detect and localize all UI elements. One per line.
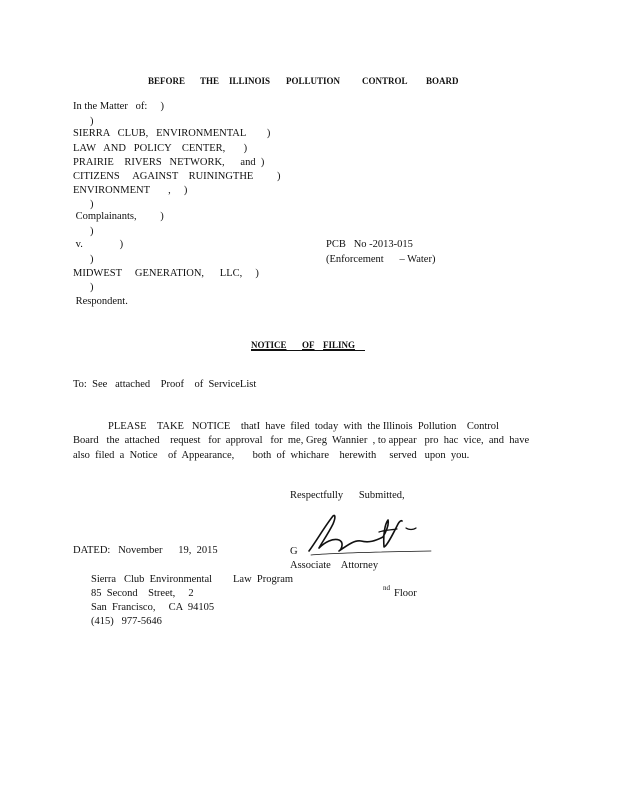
signature-image xyxy=(303,510,438,560)
respectfully-submitted: Respectfully Submitted, xyxy=(290,490,405,501)
caption-line-matter: In the Matter of: ) xyxy=(73,101,164,112)
caption-line-paren: ) xyxy=(90,226,94,237)
address-organization: Sierra Club Environmental Law Program xyxy=(91,574,294,585)
caption-line-paren: ) xyxy=(90,116,94,127)
title-control: CONTROL xyxy=(362,76,408,86)
caption-line-midwest: MIDWEST GENERATION, LLC, ) xyxy=(73,268,259,279)
body-line-3: also filed a Notice of Appearance, both of whichare herewith served upon you. xyxy=(73,450,470,461)
body-line-1: PLEASE TAKE NOTICE thatI have filed today with the Illinois Pollution Control xyxy=(108,421,499,432)
caption-line-citizens: CITIZENS AGAINST RUININGTHE ) xyxy=(73,171,281,182)
caption-line-paren: ) xyxy=(90,199,94,210)
caption-line-versus: v. ) xyxy=(73,239,124,250)
floor-ordinal-suffix: nd xyxy=(383,584,390,592)
address-street: 85 Second Street, 2 xyxy=(91,588,194,599)
title-before: BEFORE xyxy=(148,76,186,86)
notice-title-underline xyxy=(251,350,365,351)
address-phone: (415) 977-5646 xyxy=(91,616,162,627)
caption-line-prairie: PRAIRIE RIVERS NETWORK, and ) xyxy=(73,157,265,168)
notice-title-filing: FILING xyxy=(323,340,356,350)
title-the: THE xyxy=(200,76,220,86)
title-pollution: POLLUTION xyxy=(286,76,341,86)
caption-line-respondent: Respondent. xyxy=(73,296,128,307)
notice-title-of: OF xyxy=(302,340,315,350)
case-number: PCB No -2013-015 xyxy=(326,239,413,250)
to-line: To: See attached Proof of ServiceList xyxy=(73,379,257,390)
notice-title-notice: NOTICE xyxy=(251,340,287,350)
title-board: BOARD xyxy=(426,76,459,86)
floor-label: Floor xyxy=(394,588,417,599)
caption-line-law: LAW AND POLICY CENTER, ) xyxy=(73,143,248,154)
title-illinois: ILLINOIS xyxy=(229,76,271,86)
body-line-2: Board the attached request for approval for me, Greg Wannier , to appear pro hac vice, and have xyxy=(73,435,530,446)
caption-line-paren: ) xyxy=(90,254,94,265)
signer-title: Associate Attorney xyxy=(290,560,379,571)
caption-line-sierra: SIERRA CLUB, ENVIRONMENTAL ) xyxy=(73,128,271,139)
caption-line-environment: ENVIRONMENT , ) xyxy=(73,185,188,196)
case-type: (Enforcement – Water) xyxy=(326,254,436,265)
caption-line-complainants: Complainants, ) xyxy=(73,211,164,222)
address-city: San Francisco, CA 94105 xyxy=(91,602,215,613)
caption-line-paren: ) xyxy=(90,282,94,293)
dated-line: DATED: November 19, 2015 xyxy=(73,545,218,556)
signer-initial: G xyxy=(290,546,298,557)
